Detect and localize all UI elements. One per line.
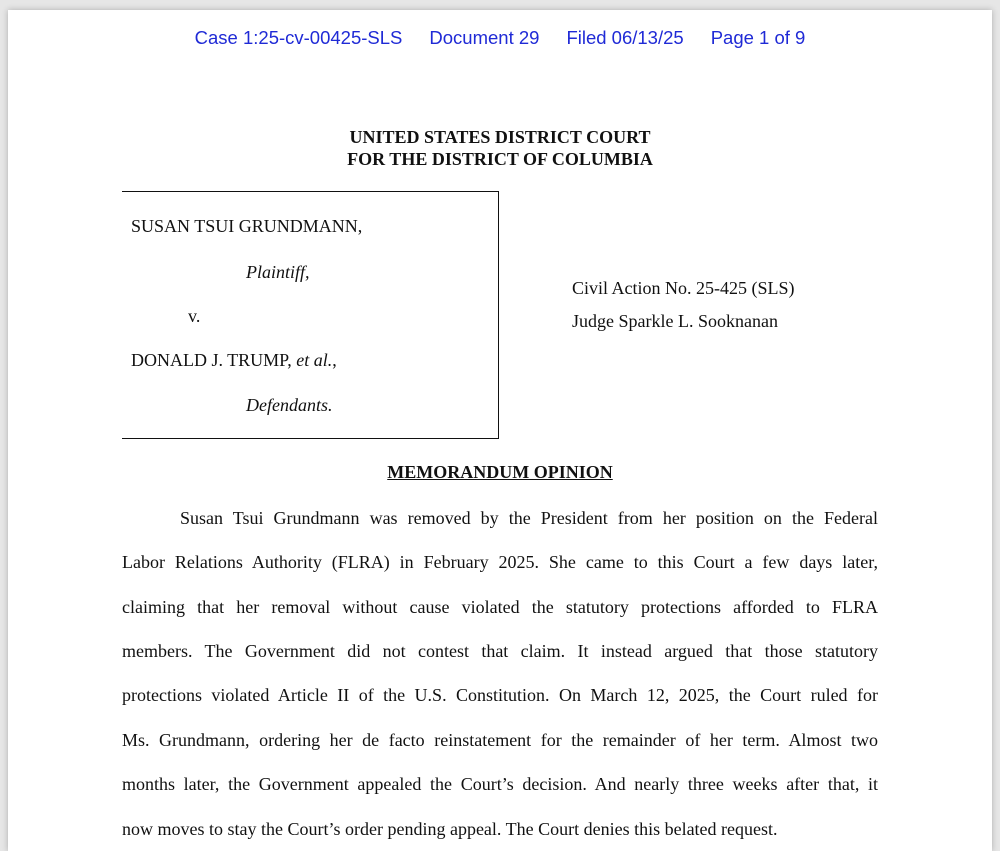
court-title-line-1: UNITED STATES DISTRICT COURT (349, 127, 651, 147)
body-line: claiming that her removal without cause violated the statutory protections afforded to FLRA (122, 597, 878, 617)
body-line: months later, the Government appealed the Court’s decision. And nearly three weeks after that, it (122, 774, 878, 794)
ecf-header (8, 27, 992, 49)
defendant-et-al: et al. (296, 350, 333, 370)
plaintiff-role: Plaintiff, (246, 262, 310, 282)
plaintiff-name: SUSAN TSUI GRUNDMANN, (131, 216, 363, 236)
court-title (8, 126, 992, 170)
defendant-role: Defendants. (246, 395, 333, 415)
memorandum-title: MEMORANDUM OPINION (387, 462, 613, 482)
body-line: protections violated Article II of the U.S. Constitution. On March 12, 2025, the Court ruled for (122, 685, 878, 705)
civil-action-number: Civil Action No. 25-425 (SLS) (572, 278, 795, 298)
filed-date: Filed 06/13/25 (566, 27, 684, 48)
body-line: Susan Tsui Grundmann was removed by the President from her position on the Federal (180, 508, 878, 528)
versus: v. (188, 306, 201, 326)
defendant-name-line (131, 350, 337, 371)
judge-name: Judge Sparkle L. Sooknanan (572, 311, 778, 331)
page-indicator: Page 1 of 9 (710, 27, 806, 48)
defendant-comma: , (332, 350, 337, 370)
body-line: now moves to stay the Court’s order pending appeal. The Court denies this belated request. (122, 819, 778, 839)
court-title-line-2: FOR THE DISTRICT OF COLUMBIA (347, 149, 653, 169)
body-line: members. The Government did not contest that claim. It instead argued that those statutory (122, 641, 878, 661)
defendant-name: DONALD J. TRUMP, (131, 350, 292, 370)
body-line: Ms. Grundmann, ordering her de facto reinstatement for the remainder of her term. Almost two (122, 730, 878, 750)
body-line: Labor Relations Authority (FLRA) in February 2025. She came to this Court a few days later, (122, 552, 878, 572)
document-page (8, 10, 992, 851)
case-number: Case 1:25-cv-00425-SLS (194, 27, 403, 48)
document-number: Document 29 (429, 27, 540, 48)
